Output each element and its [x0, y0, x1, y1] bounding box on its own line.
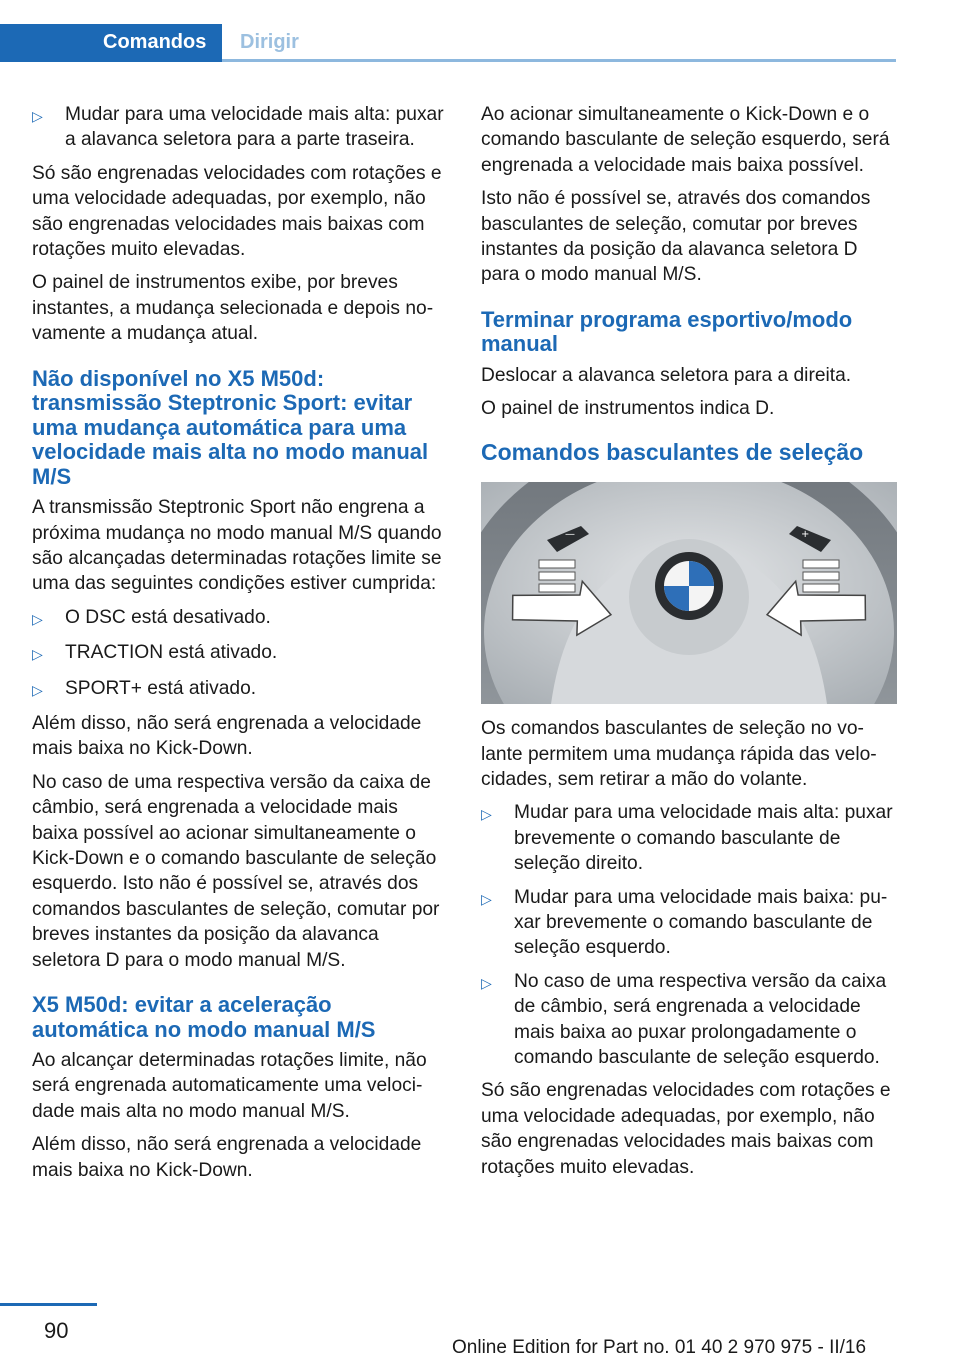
paragraph: A transmissão Steptronic Sport não engrena a próxima mudança no modo manual M/S quando são alcançadas determinadas rotações limite se uma das seguintes condições estiver cumprida: — [32, 497, 442, 595]
paragraph: No caso de uma respectiva versão da caixa de câmbio, será engrenada a velocidade mais baixa possível ao acionar simultaneamente o Kick-Down e o comando basculante de seleção esquerdo. Isto não é possível se, através dos comandos basculantes de seleção, comutar por breves instantes da posição da alavanca seletora D para o modo manual M/S. — [32, 771, 440, 971]
list-item-text: Mudar para uma velocidade mais alta: puxar a alavanca seletora para a parte traseira. — [65, 104, 444, 151]
paragraph: Só são engrenadas velocidades com rotações e uma velocidade adequadas, por exemplo, não são engrenadas velocidades mais baixas com rotações muito elevadas. — [481, 1080, 891, 1178]
section-heading: Terminar programa esportivo/modo manual — [481, 306, 853, 357]
list-item-text: TRACTION está ativado. — [65, 642, 278, 664]
list-item-text: Mudar para uma velocidade mais alta: puxar brevemente o comando basculante de seleção direito. — [514, 802, 893, 875]
svg-text:—: — — [565, 529, 575, 541]
section-heading: Comandos basculantes de seleção — [481, 438, 864, 465]
tab-dirigir-label[interactable]: Dirigir — [240, 31, 299, 53]
triangle-bullet-icon: ▷ — [481, 974, 492, 991]
list-item — [32, 676, 448, 703]
triangle-bullet-icon: ▷ — [481, 890, 492, 907]
list-item — [481, 969, 897, 1071]
paragraph: Além disso, não será engrenada a velocidade mais baixa no Kick-Down. — [32, 1134, 422, 1181]
paragraph: Além disso, não será engrenada a velocidade mais baixa no Kick-Down. — [32, 713, 422, 760]
paragraph: Os comandos basculantes de seleção no volante permitem uma mudança rápida das velocidades, sem retirar a mão do volante. — [481, 718, 877, 790]
list-item — [481, 800, 897, 876]
section-heading: X5 M50d: evitar a aceleração automática no modo manual M/S — [32, 992, 376, 1042]
list-item-text: No caso de uma respectiva versão da caixa de câmbio, será engrenada a velocidade mais baixa ao puxar prolongadamente o comando basculante de seleção esquerdo. — [514, 970, 887, 1069]
right-column — [481, 102, 897, 1188]
triangle-bullet-icon: ▷ — [32, 646, 43, 663]
list-item-text: SPORT+ está ativado. — [65, 677, 257, 699]
list-item — [32, 605, 448, 632]
chapter-header — [0, 0, 960, 62]
triangle-bullet-icon: ▷ — [32, 108, 43, 124]
edition-note: Online Edition for Part no. 01 40 2 970 975 - II/16 — [452, 1337, 867, 1358]
list-item — [32, 640, 448, 667]
footer-divider — [0, 1303, 97, 1306]
paragraph: O painel de instrumentos indica D. — [481, 398, 775, 420]
paragraph: Ao alcançar determinadas rotações limite, não será engrenada automaticamente uma velocidade mais alta no modo manual M/S. — [32, 1050, 427, 1122]
svg-text:+: + — [801, 529, 810, 541]
section-heading: Não disponível no X5 M50d: transmissão Steptronic Sport: evitar uma mudança automática para uma velocidade mais alta no modo manual M/S — [32, 365, 429, 489]
list-item — [481, 885, 897, 961]
paragraph: O painel de instrumentos exibe, por breves instantes, a mudança selecionada e depois novamente a mudança atual. — [32, 272, 434, 345]
header-divider — [222, 59, 896, 62]
paragraph: Só são engrenadas velocidades com rotações e uma velocidade adequadas, por exemplo, não são engrenadas velocidades mais baixas com rotações muito elevadas. — [32, 162, 442, 261]
list-item-text: Mudar para uma velocidade mais baixa: puxar brevemente o comando basculante de seleção esquerdo. — [514, 886, 888, 959]
list-item — [32, 102, 448, 153]
page-number: 90 — [44, 1318, 69, 1343]
triangle-bullet-icon: ▷ — [32, 681, 43, 698]
steering-wheel-illustration — [481, 482, 897, 704]
triangle-bullet-icon: ▷ — [32, 610, 43, 627]
left-column — [32, 102, 448, 1191]
paragraph: Isto não é possível se, através dos comandos basculantes de seleção, comutar por breves instantes da posição da alavanca seletora D para o modo manual M/S. — [481, 188, 871, 286]
paragraph: Deslocar a alavanca seletora para a direita. — [481, 364, 852, 386]
list-item-text: O DSC está desativado. — [65, 606, 271, 628]
tab-comandos-label[interactable]: Comandos — [103, 31, 207, 53]
paragraph: Ao acionar simultaneamente o Kick-Down e o comando basculante de seleção esquerdo, será engrenada a velocidade mais baixa possível. — [481, 104, 890, 176]
triangle-bullet-icon: ▷ — [481, 806, 492, 823]
steering-wheel-paddles-figure — [481, 482, 897, 704]
